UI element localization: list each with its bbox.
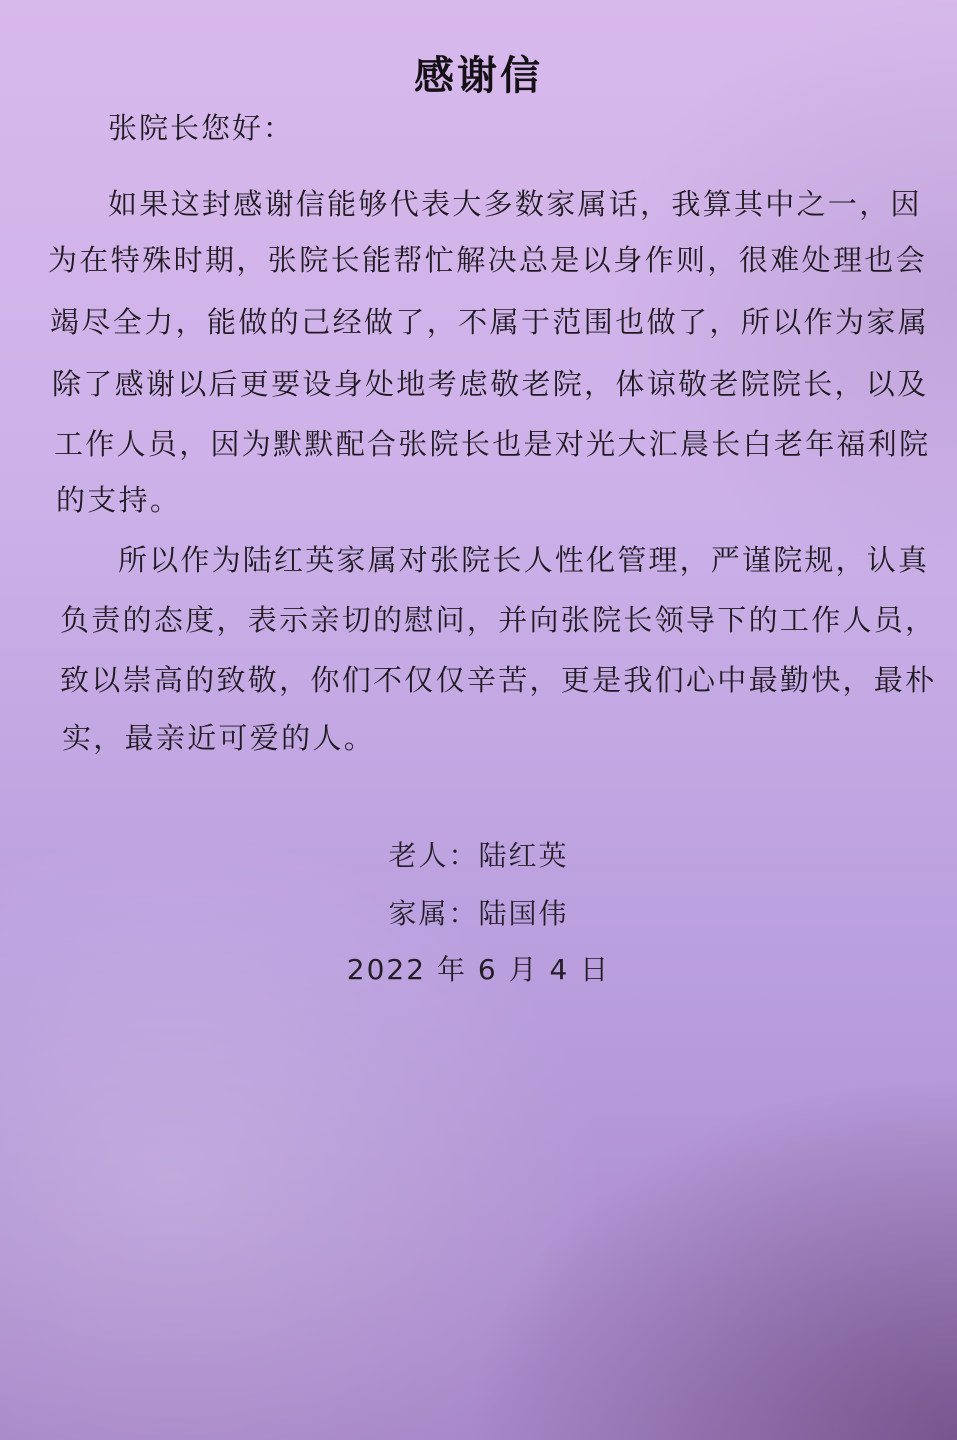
greeting: 张院长您好： (108, 111, 295, 145)
paragraph-2-line: 所以作为陆红英家属对张院长人性化管理，严谨院规，认真 (118, 543, 930, 577)
paragraph-1-line: 除了感谢以后更要设身处地考虑敬老院，体谅敬老院院长，以及 (52, 367, 929, 401)
paragraph-1-line: 工作人员，因为默默配合张院长也是对光大汇晨长白老年福利院 (54, 427, 931, 461)
letter-title: 感谢信 (414, 53, 543, 99)
letter-date: 2022 年 6 月 4 日 (346, 953, 611, 986)
elder-signature: 老人：陆红英 (388, 839, 569, 872)
paragraph-2-line: 实，最亲近可爱的人。 (62, 721, 376, 755)
paragraph-2-line: 负责的态度，表示亲切的慰问，并向张院长领导下的工作人员， (60, 603, 937, 637)
family-signature: 家属：陆国伟 (388, 897, 569, 930)
paragraph-1-line: 竭尽全力，能做的己经做了，不属于范围也做了，所以作为家属 (50, 305, 930, 339)
paragraph-1-line: 为在特殊时期，张院长能帮忙解决总是以身作则，很难处理也会 (48, 243, 928, 277)
paragraph-1-line: 的支持。 (56, 483, 182, 517)
paragraph-1-line: 如果这封感谢信能够代表大多数家属话，我算其中之一，因 (108, 187, 922, 221)
paragraph-2-line: 致以崇高的致敬，你们不仅仅辛苦，更是我们心中最勤快，最朴 (60, 663, 937, 697)
